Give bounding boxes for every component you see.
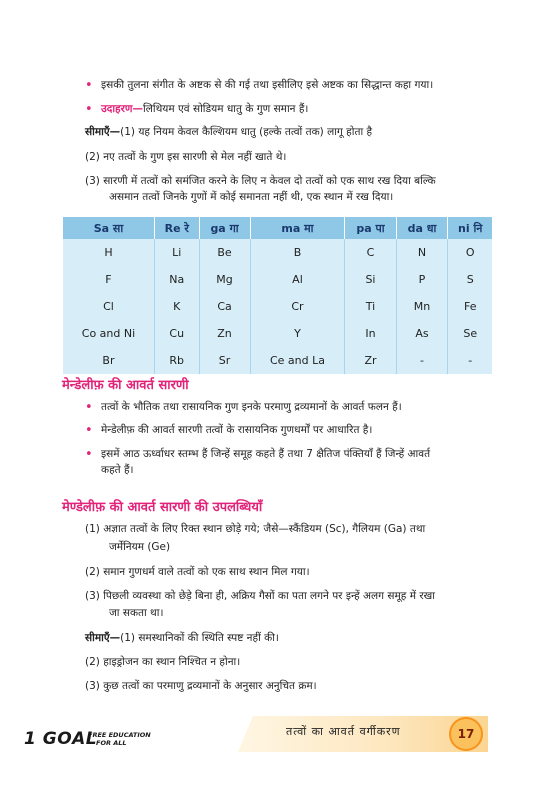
chapter-title: तत्वों का आवर्त वर्गीकरण bbox=[286, 725, 401, 738]
section-1-bullet bbox=[85, 423, 505, 438]
intro-bullet-2 bbox=[85, 102, 505, 117]
table-cell: K bbox=[154, 293, 199, 320]
table-header: Sa सा bbox=[63, 217, 154, 239]
logo-tagline-2: FOR ALL bbox=[96, 739, 127, 747]
table-cell: Fe bbox=[448, 293, 492, 320]
table-cell: B bbox=[250, 239, 345, 266]
limits-1-line-1 bbox=[85, 125, 505, 140]
table-cell: Li bbox=[154, 239, 199, 266]
bullet-icon: • bbox=[85, 447, 93, 462]
table-cell: P bbox=[396, 266, 448, 293]
logo-tagline-1: FREE EDUCATION bbox=[88, 731, 151, 739]
bullet-icon: • bbox=[85, 400, 93, 415]
table-row bbox=[63, 293, 492, 320]
table-header: Re रे bbox=[154, 217, 199, 239]
bullet-icon: • bbox=[85, 102, 93, 117]
limits-2-item: (3) कुछ तत्वों का परमाणु द्रव्यमानों के अनुसार अनुचित क्रम। bbox=[85, 680, 317, 692]
table-cell: Cu bbox=[154, 320, 199, 347]
limits-2-item: (1) समस्थानिकों की स्थिति स्पष्ट नहीं की। bbox=[120, 632, 279, 644]
limits-1-item: असमान तत्वों जिनके गुणों में कोई समानता नहीं थी, एक स्थान में रख दिया। bbox=[109, 191, 394, 203]
table-cell: Rb bbox=[154, 347, 199, 374]
achievement-item: (1) अज्ञात तत्वों के लिए रिक्त स्थान छोड़े गये; जैसे—स्कैंडियम (Sc), गैलियम (Ga) तथा bbox=[85, 523, 426, 535]
limits-1-item: (1) यह नियम केवल कैल्शियम धातु (हल्के तत्वों तक) लागू होता है bbox=[120, 126, 373, 138]
limits-1-item: (2) नए तत्वों के गुण इस सारणी से मेल नहीं खाते थे। bbox=[85, 151, 287, 163]
newlands-octave-table bbox=[63, 217, 492, 367]
table-cell: Sr bbox=[199, 347, 250, 374]
section-heading-achievements: मेण्डेलीफ़ की आवर्त सारणी की उपलब्धियाँ bbox=[62, 500, 263, 515]
table-cell: Si bbox=[345, 266, 396, 293]
table-cell: Se bbox=[448, 320, 492, 347]
achievement-item: जा सकता था। bbox=[109, 607, 164, 619]
table-cell: Co and Ni bbox=[63, 320, 154, 347]
table-cell: As bbox=[396, 320, 448, 347]
table-cell: Al bbox=[250, 266, 345, 293]
table-header: ni नि bbox=[448, 217, 492, 239]
table-cell: F bbox=[63, 266, 154, 293]
table-cell: N bbox=[396, 239, 448, 266]
brand-logo bbox=[24, 729, 151, 749]
intro-bullet-1 bbox=[85, 78, 505, 93]
section-1-bullet-text: तत्वों के भौतिक तथा रासायनिक गुण इनके परमाणु द्रव्यमानों के आवर्त फलन हैं। bbox=[101, 401, 402, 413]
table-cell: Na bbox=[154, 266, 199, 293]
bullet-icon: • bbox=[85, 423, 93, 438]
table-row bbox=[63, 320, 492, 347]
intro-bullet-text: इसकी तुलना संगीत के अष्टक से की गई तथा इसीलिए इसे अष्टक का सिद्धान्त कहा गया। bbox=[101, 79, 434, 91]
bullet-icon: • bbox=[85, 78, 93, 93]
table-header: pa पा bbox=[345, 217, 396, 239]
section-1-bullet-text: कहते हैं। bbox=[101, 464, 134, 476]
table-cell: Be bbox=[199, 239, 250, 266]
table-cell: H bbox=[63, 239, 154, 266]
table-header: ma मा bbox=[250, 217, 345, 239]
table-cell: S bbox=[448, 266, 492, 293]
table-row bbox=[63, 266, 492, 293]
page-number-badge bbox=[449, 717, 483, 751]
table-cell: Cr bbox=[250, 293, 345, 320]
limits-1-label: सीमाएँ— bbox=[85, 126, 121, 138]
table-cell: Mg bbox=[199, 266, 250, 293]
achievement-item: (3) पिछली व्यवस्था को छेड़े बिना ही, अक्रिय गैसों का पता लगने पर इन्हें अलग समूह में रखा bbox=[85, 590, 435, 602]
table-header: da धा bbox=[396, 217, 448, 239]
table-cell: Y bbox=[250, 320, 345, 347]
table-cell: Zn bbox=[199, 320, 250, 347]
table-cell: - bbox=[448, 347, 492, 374]
section-1-bullet bbox=[85, 400, 505, 415]
table-cell: - bbox=[396, 347, 448, 374]
table-cell: Zr bbox=[345, 347, 396, 374]
achievement-item: (2) समान गुणधर्म वाले तत्वों को एक साथ स्थान मिल गया। bbox=[85, 566, 310, 578]
table-cell: Ti bbox=[345, 293, 396, 320]
logo-main-text: 1 GOAL bbox=[24, 729, 98, 749]
table-row bbox=[63, 239, 492, 266]
table-header: ga गा bbox=[199, 217, 250, 239]
limits-2-line-1 bbox=[85, 631, 505, 646]
page-number: 17 bbox=[457, 727, 475, 741]
limits-2-label: सीमाएँ— bbox=[85, 632, 121, 644]
section-heading-mendeleev-table: मेन्डेलीफ़ की आवर्त सारणी bbox=[62, 378, 189, 393]
table-row bbox=[63, 347, 492, 374]
table-cell: Br bbox=[63, 347, 154, 374]
logo-tagline bbox=[88, 731, 151, 747]
section-1-bullet bbox=[85, 447, 505, 462]
table-cell: O bbox=[448, 239, 492, 266]
achievement-item: जर्मेनियम (Ge) bbox=[109, 541, 171, 553]
table-cell: Mn bbox=[396, 293, 448, 320]
table-cell: Cl bbox=[63, 293, 154, 320]
table-cell: In bbox=[345, 320, 396, 347]
table-cell: Ce and La bbox=[250, 347, 345, 374]
table-cell: C bbox=[345, 239, 396, 266]
intro-bullet-text: लिथियम एवं सोडियम धातु के गुण समान हैं। bbox=[143, 103, 309, 115]
section-1-bullet-text: इसमें आठ ऊर्ध्वाधर स्तम्भ हैं जिन्हें समूह कहते हैं तथा 7 क्षैतिज पंक्तियाँ हैं जिन्हें आवर्त bbox=[101, 448, 431, 460]
limits-1-item: (3) सारणी में तत्वों को समंजित करने के लिए न केवल दो तत्वों को एक साथ रख दिया बल्कि bbox=[85, 175, 436, 187]
section-1-bullet-text: मेन्डेलीफ़ की आवर्त सारणी तत्वों के रासायनिक गुणधर्मों पर आधारित है। bbox=[101, 424, 373, 436]
limits-2-item: (2) हाइड्रोजन का स्थान निश्चित न होना। bbox=[85, 656, 241, 668]
example-label: उदाहरण— bbox=[101, 103, 144, 115]
table-cell: Ca bbox=[199, 293, 250, 320]
